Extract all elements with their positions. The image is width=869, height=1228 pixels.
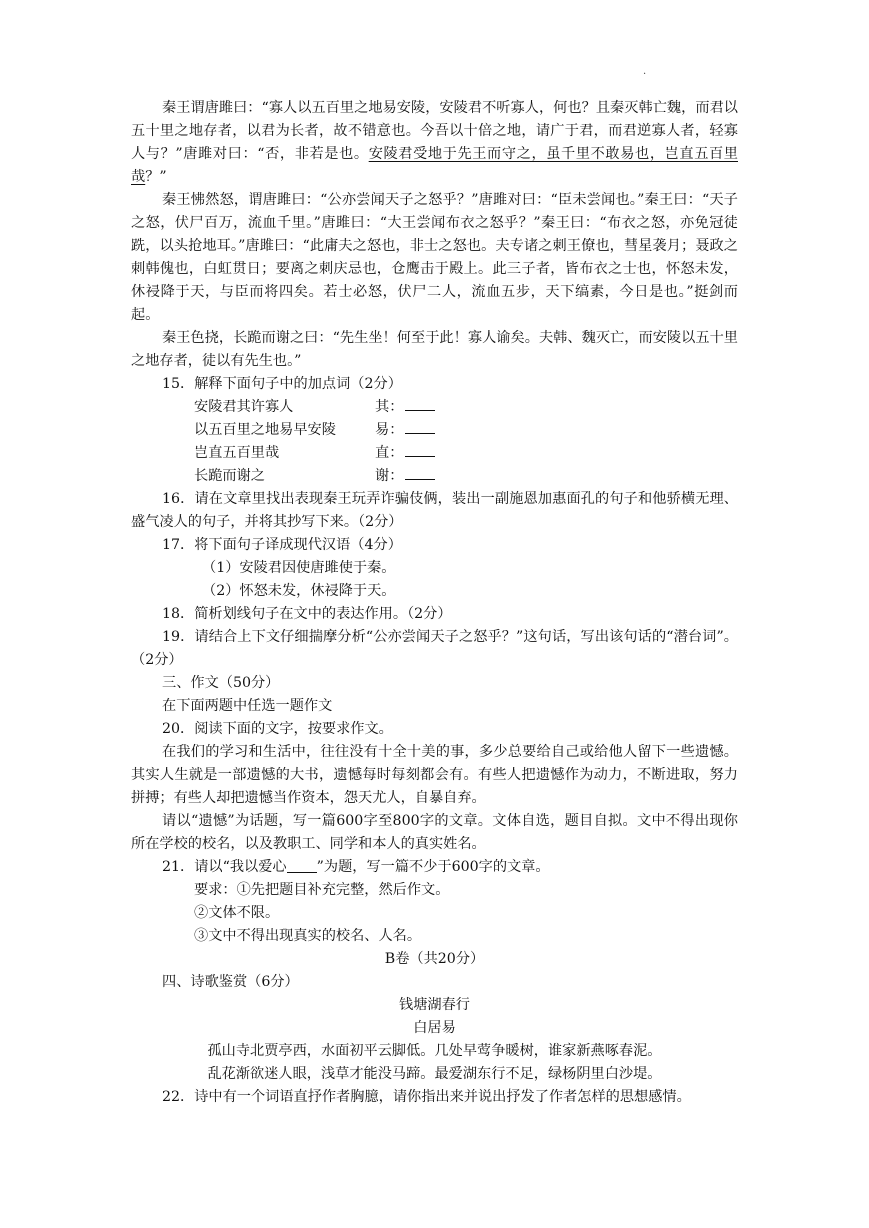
question-21: 21．请以“我以爱心 ”为题，写一篇不少于600字的文章。 bbox=[162, 859, 550, 875]
question-20: 20．阅读下面的文字，按要求作文。 bbox=[162, 721, 393, 737]
answer-blank[interactable] bbox=[405, 465, 435, 480]
poem-line-2: 乱花渐欲迷人眼，浅草才能没马蹄。最爱湖东行不足，绿杨阴里白沙堤。 bbox=[207, 1066, 662, 1082]
underlined-sentence: 安陵君受地于先王而守之，虽千里不敢易也，岂直五百里哉 bbox=[131, 146, 738, 185]
requirement-3: ③文中不得出现真实的校名、人名。 bbox=[194, 928, 422, 944]
passage-paragraph-3: 秦王色挠，长跪而谢之曰：“先生坐！何至于此！寡人谕矣。夫韩、魏灭亡，而安陵以五十里之地存者，徒以有先生也。” bbox=[131, 330, 738, 369]
question-20-requirement: 请以“遗憾”为话题，写一篇600字至800字的文章。文体自选，题目自拟。文中不得出现你所在学校的校名，以及教职工、同学和本人的真实姓名。 bbox=[131, 813, 738, 852]
poem-title: 钱塘湖春行 bbox=[399, 997, 470, 1013]
essay-instruction: 在下面两题中任选一题作文 bbox=[162, 698, 333, 714]
question-17-2: （2）怀怒未发，休祲降于天。 bbox=[202, 583, 396, 599]
question-17: 17．将下面句子译成现代汉语（4分） bbox=[162, 537, 402, 553]
q15-item: 长跪而谢之 谢： bbox=[131, 465, 738, 488]
exam-page bbox=[131, 97, 738, 1109]
poem-line-1: 孤山寺北贾亭西，水面初平云脚低。几处早莺争暖树，谁家新燕啄春泥。 bbox=[207, 1043, 662, 1059]
essay-section-title: 三、作文（50分） bbox=[162, 675, 280, 691]
poetry-section-title: 四、诗歌鉴赏（6分） bbox=[162, 974, 299, 990]
question-19: 19．请结合上下文仔细揣摩分析“公亦尝闻天子之怒乎？”这句话，写出该句话的“潜台词”。（2分） bbox=[131, 629, 738, 668]
requirement-2: ②文体不限。 bbox=[194, 905, 280, 921]
answer-blank[interactable] bbox=[405, 442, 435, 457]
answer-blank[interactable] bbox=[405, 419, 435, 434]
question-15: 15．解释下面句子中的加点词（2分） bbox=[162, 376, 402, 392]
requirement-1: 要求：①先把题目补充完整，然后作文。 bbox=[194, 882, 450, 898]
question-20-text: 在我们的学习和生活中，往往没有十全十美的事，多少总要给自己或给他人留下一些遗憾。其实人生就是一部遗憾的大书，遗憾每时每刻都会有。有些人把遗憾作为动力，不断进取，努力拼搏；有些人却把遗憾当作资本，怨天尤人，自暴自弃。 bbox=[131, 744, 738, 806]
question-18: 18．简析划线句子在文中的表达作用。（2分） bbox=[162, 606, 452, 622]
part-b-title: B卷（共20分） bbox=[384, 951, 485, 967]
answer-blank[interactable] bbox=[405, 396, 435, 411]
question-16: 16．请在文章里找出表现秦王玩弄诈骗伎俩，装出一副施恩加惠面孔的句子和他骄横无理、盛气凌人的句子，并将其抄写下来。（2分） bbox=[131, 491, 738, 530]
passage-paragraph-1: 秦王谓唐雎曰：“寡人以五百里之地易安陵，安陵君不听寡人，何也？且秦灭韩亡魏，而君以五十里之地存者，以君为长者，故不错意也。今吾以十倍之地，请广于君，而君逆寡人者，轻寡人与？”唐雎对曰：“否，非若是也。安陵君受地于先王而守之，虽千里不敢易也，岂直五百里哉？” bbox=[131, 100, 738, 185]
q15-item: 安陵君其许寡人 其： bbox=[131, 396, 738, 419]
question-22: 22．诗中有一个词语直抒作者胸臆，请你指出来并说出抒发了作者怎样的思想感情。 bbox=[162, 1089, 691, 1105]
passage-paragraph-2: 秦王怫然怒，谓唐雎曰：“公亦尝闻天子之怒乎？”唐雎对曰：“臣未尝闻也。”秦王曰：“天子之怒，伏尸百万，流血千里。”唐雎曰：“大王尝闻布衣之怒乎？”秦王曰：“布衣之怒，亦免冠徒跣，以头抢地耳。”唐雎曰：“此庸夫之怒也，非士之怒也。夫专诸之刺王僚也，彗星袭月；聂政之刺韩傀也，白虹贯日；要离之刺庆忌也，仓鹰击于殿上。此三子者，皆布衣之士也，怀怒未发，休祲降于天，与臣而将四矣。若士必怒，伏尸二人，流血五步，天下缟素，今日是也。”挺剑而起。 bbox=[131, 192, 738, 323]
poem-author: 白居易 bbox=[413, 1020, 456, 1036]
question-17-1: （1）安陵君因使唐雎使于秦。 bbox=[202, 560, 396, 576]
q15-item: 以五百里之地易早安陵 易： bbox=[131, 419, 738, 442]
header-dot: . bbox=[643, 66, 647, 77]
title-blank[interactable] bbox=[287, 858, 317, 873]
q15-item: 岂直五百里哉 直： bbox=[131, 442, 738, 465]
